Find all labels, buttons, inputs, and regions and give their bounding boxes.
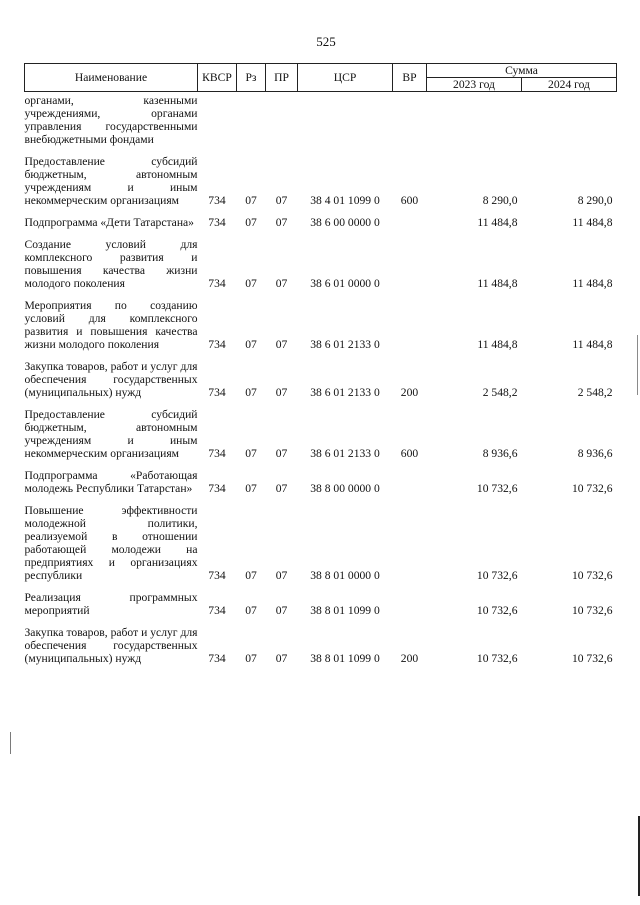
row-amount-2023: 11 484,8 bbox=[477, 216, 518, 229]
row-kvsr bbox=[198, 92, 237, 150]
row-amount-2023: 10 732,6 bbox=[476, 569, 518, 582]
row-amount-2024: 11 484,8 bbox=[572, 216, 613, 229]
header-sum: Сумма bbox=[427, 64, 617, 78]
row-amount-2024: 11 484,8 bbox=[572, 338, 613, 351]
row-vr bbox=[393, 585, 427, 620]
row-name: Подпрограмма «Дети Татарстана» bbox=[24, 216, 194, 229]
row-pr: 07 bbox=[275, 338, 288, 351]
row-pr: 07 bbox=[275, 216, 288, 229]
row-pr bbox=[266, 92, 298, 150]
row-csr: 38 8 00 0000 0 bbox=[310, 482, 380, 495]
row-amount-2023: 10 732,6 bbox=[476, 482, 518, 495]
row-amount-2023: 11 484,8 bbox=[477, 277, 518, 290]
row-vr bbox=[393, 498, 427, 585]
header-year-2023: 2023 год bbox=[427, 78, 522, 92]
row-amount-2023: 8 936,6 bbox=[482, 447, 518, 460]
row-pr: 07 bbox=[275, 652, 288, 665]
row-vr: 200 bbox=[400, 386, 419, 399]
row-kvsr: 734 bbox=[208, 194, 226, 207]
row-vr bbox=[393, 293, 427, 354]
row-csr: 38 4 01 1099 0 bbox=[310, 194, 380, 207]
row-vr: 600 bbox=[400, 194, 419, 207]
row-kvsr: 734 bbox=[208, 216, 226, 229]
row-name: Предоставление субсидий бюджетным, автономным учреждениям и иным некоммерческим организациям bbox=[24, 408, 198, 460]
row-pr: 07 bbox=[275, 569, 288, 582]
row-name: Закупка товаров, работ и услуг для обеспечения государственных (муниципальных) нужд bbox=[24, 360, 198, 399]
header-kvsr: КВСР bbox=[198, 64, 237, 92]
row-kvsr: 734 bbox=[208, 277, 226, 290]
scan-edge-mark bbox=[637, 335, 638, 395]
row-csr: 38 6 01 0000 0 bbox=[310, 277, 380, 290]
row-rz: 07 bbox=[245, 194, 257, 207]
row-amount-2024: 2 548,2 bbox=[577, 386, 613, 399]
row-kvsr: 734 bbox=[208, 569, 226, 582]
table-row bbox=[25, 402, 617, 463]
row-pr: 07 bbox=[275, 386, 288, 399]
row-vr: 600 bbox=[400, 447, 419, 460]
table-row bbox=[25, 354, 617, 402]
row-vr: 200 bbox=[400, 652, 419, 665]
row-vr bbox=[393, 210, 427, 232]
row-csr bbox=[298, 92, 393, 150]
header-rz: Рз bbox=[237, 64, 266, 92]
row-rz: 07 bbox=[245, 216, 257, 229]
row-csr: 38 8 01 1099 0 bbox=[310, 604, 380, 617]
row-vr bbox=[393, 92, 427, 150]
row-pr: 07 bbox=[275, 604, 288, 617]
row-name: Подпрограмма «Работающая молодежь Республики Татарстан» bbox=[24, 469, 198, 495]
header-vr: ВР bbox=[393, 64, 427, 92]
row-pr: 07 bbox=[275, 447, 288, 460]
table-row bbox=[25, 232, 617, 293]
header-name: Наименование bbox=[25, 64, 198, 92]
row-rz: 07 bbox=[245, 604, 257, 617]
row-name: Закупка товаров, работ и услуг для обеспечения государственных (муниципальных) нужд bbox=[24, 626, 198, 665]
row-rz: 07 bbox=[245, 386, 257, 399]
row-vr bbox=[393, 232, 427, 293]
page-number: 525 bbox=[316, 34, 336, 49]
row-rz: 07 bbox=[245, 338, 257, 351]
row-name: Мероприятия по созданию условий для комплексного развития и повышения качества жизни молодого поколения bbox=[24, 299, 198, 351]
table-body bbox=[25, 92, 617, 669]
row-csr: 38 8 01 0000 0 bbox=[310, 569, 380, 582]
row-csr: 38 8 01 1099 0 bbox=[310, 652, 380, 665]
row-kvsr: 734 bbox=[208, 338, 226, 351]
table-row bbox=[25, 92, 617, 150]
row-rz: 07 bbox=[245, 569, 257, 582]
scan-margin-mark bbox=[10, 732, 11, 754]
row-amount-2023: 2 548,2 bbox=[482, 386, 518, 399]
row-amount-2024: 8 290,0 bbox=[577, 194, 613, 207]
header-year-2024: 2024 год bbox=[522, 78, 617, 92]
row-amount-2023: 10 732,6 bbox=[476, 652, 518, 665]
row-vr bbox=[393, 463, 427, 498]
row-kvsr: 734 bbox=[208, 652, 226, 665]
row-name: Создание условий для комплексного развития и повышения качества жизни молодого поколения bbox=[24, 238, 198, 290]
row-pr: 07 bbox=[275, 482, 288, 495]
row-amount-2024: 10 732,6 bbox=[571, 652, 613, 665]
budget-table bbox=[24, 63, 617, 668]
row-amount-2023 bbox=[427, 92, 522, 150]
row-kvsr: 734 bbox=[208, 482, 226, 495]
row-amount-2024: 11 484,8 bbox=[572, 277, 613, 290]
row-name: Предоставление субсидий бюджетным, автономным учреждениям и иным некоммерческим организациям bbox=[24, 155, 198, 207]
row-csr: 38 6 01 2133 0 bbox=[310, 386, 380, 399]
row-rz: 07 bbox=[245, 482, 257, 495]
row-amount-2023: 11 484,8 bbox=[477, 338, 518, 351]
row-csr: 38 6 01 2133 0 bbox=[310, 447, 380, 460]
table-header bbox=[25, 64, 617, 92]
row-name: органами, казенными учреждениями, органами управления государственными внебюджетными фондами bbox=[24, 94, 198, 146]
row-pr: 07 bbox=[275, 277, 288, 290]
table-row bbox=[25, 585, 617, 620]
row-name: Повышение эффективности молодежной политики, реализуемой в отношении работающей молодежи на предприятиях и организациях республики bbox=[24, 504, 198, 582]
row-pr: 07 bbox=[275, 194, 288, 207]
table-row bbox=[25, 498, 617, 585]
row-csr: 38 6 00 0000 0 bbox=[310, 216, 380, 229]
row-amount-2023: 8 290,0 bbox=[482, 194, 518, 207]
table-row bbox=[25, 620, 617, 668]
table-row bbox=[25, 210, 617, 232]
row-kvsr: 734 bbox=[208, 604, 226, 617]
row-rz: 07 bbox=[245, 447, 257, 460]
row-rz: 07 bbox=[245, 277, 257, 290]
table-row bbox=[25, 293, 617, 354]
header-pr: ПР bbox=[266, 64, 298, 92]
row-csr: 38 6 01 2133 0 bbox=[310, 338, 380, 351]
row-amount-2024: 10 732,6 bbox=[571, 604, 613, 617]
row-rz bbox=[237, 92, 266, 150]
row-amount-2024 bbox=[522, 92, 617, 150]
table-row bbox=[25, 149, 617, 210]
row-kvsr: 734 bbox=[208, 386, 226, 399]
row-kvsr: 734 bbox=[208, 447, 226, 460]
row-amount-2024: 10 732,6 bbox=[571, 482, 613, 495]
table-row bbox=[25, 463, 617, 498]
row-amount-2024: 10 732,6 bbox=[571, 569, 613, 582]
row-rz: 07 bbox=[245, 652, 257, 665]
row-amount-2023: 10 732,6 bbox=[476, 604, 518, 617]
row-amount-2024: 8 936,6 bbox=[577, 447, 613, 460]
row-name: Реализация программных мероприятий bbox=[24, 591, 198, 617]
header-csr: ЦСР bbox=[298, 64, 393, 92]
